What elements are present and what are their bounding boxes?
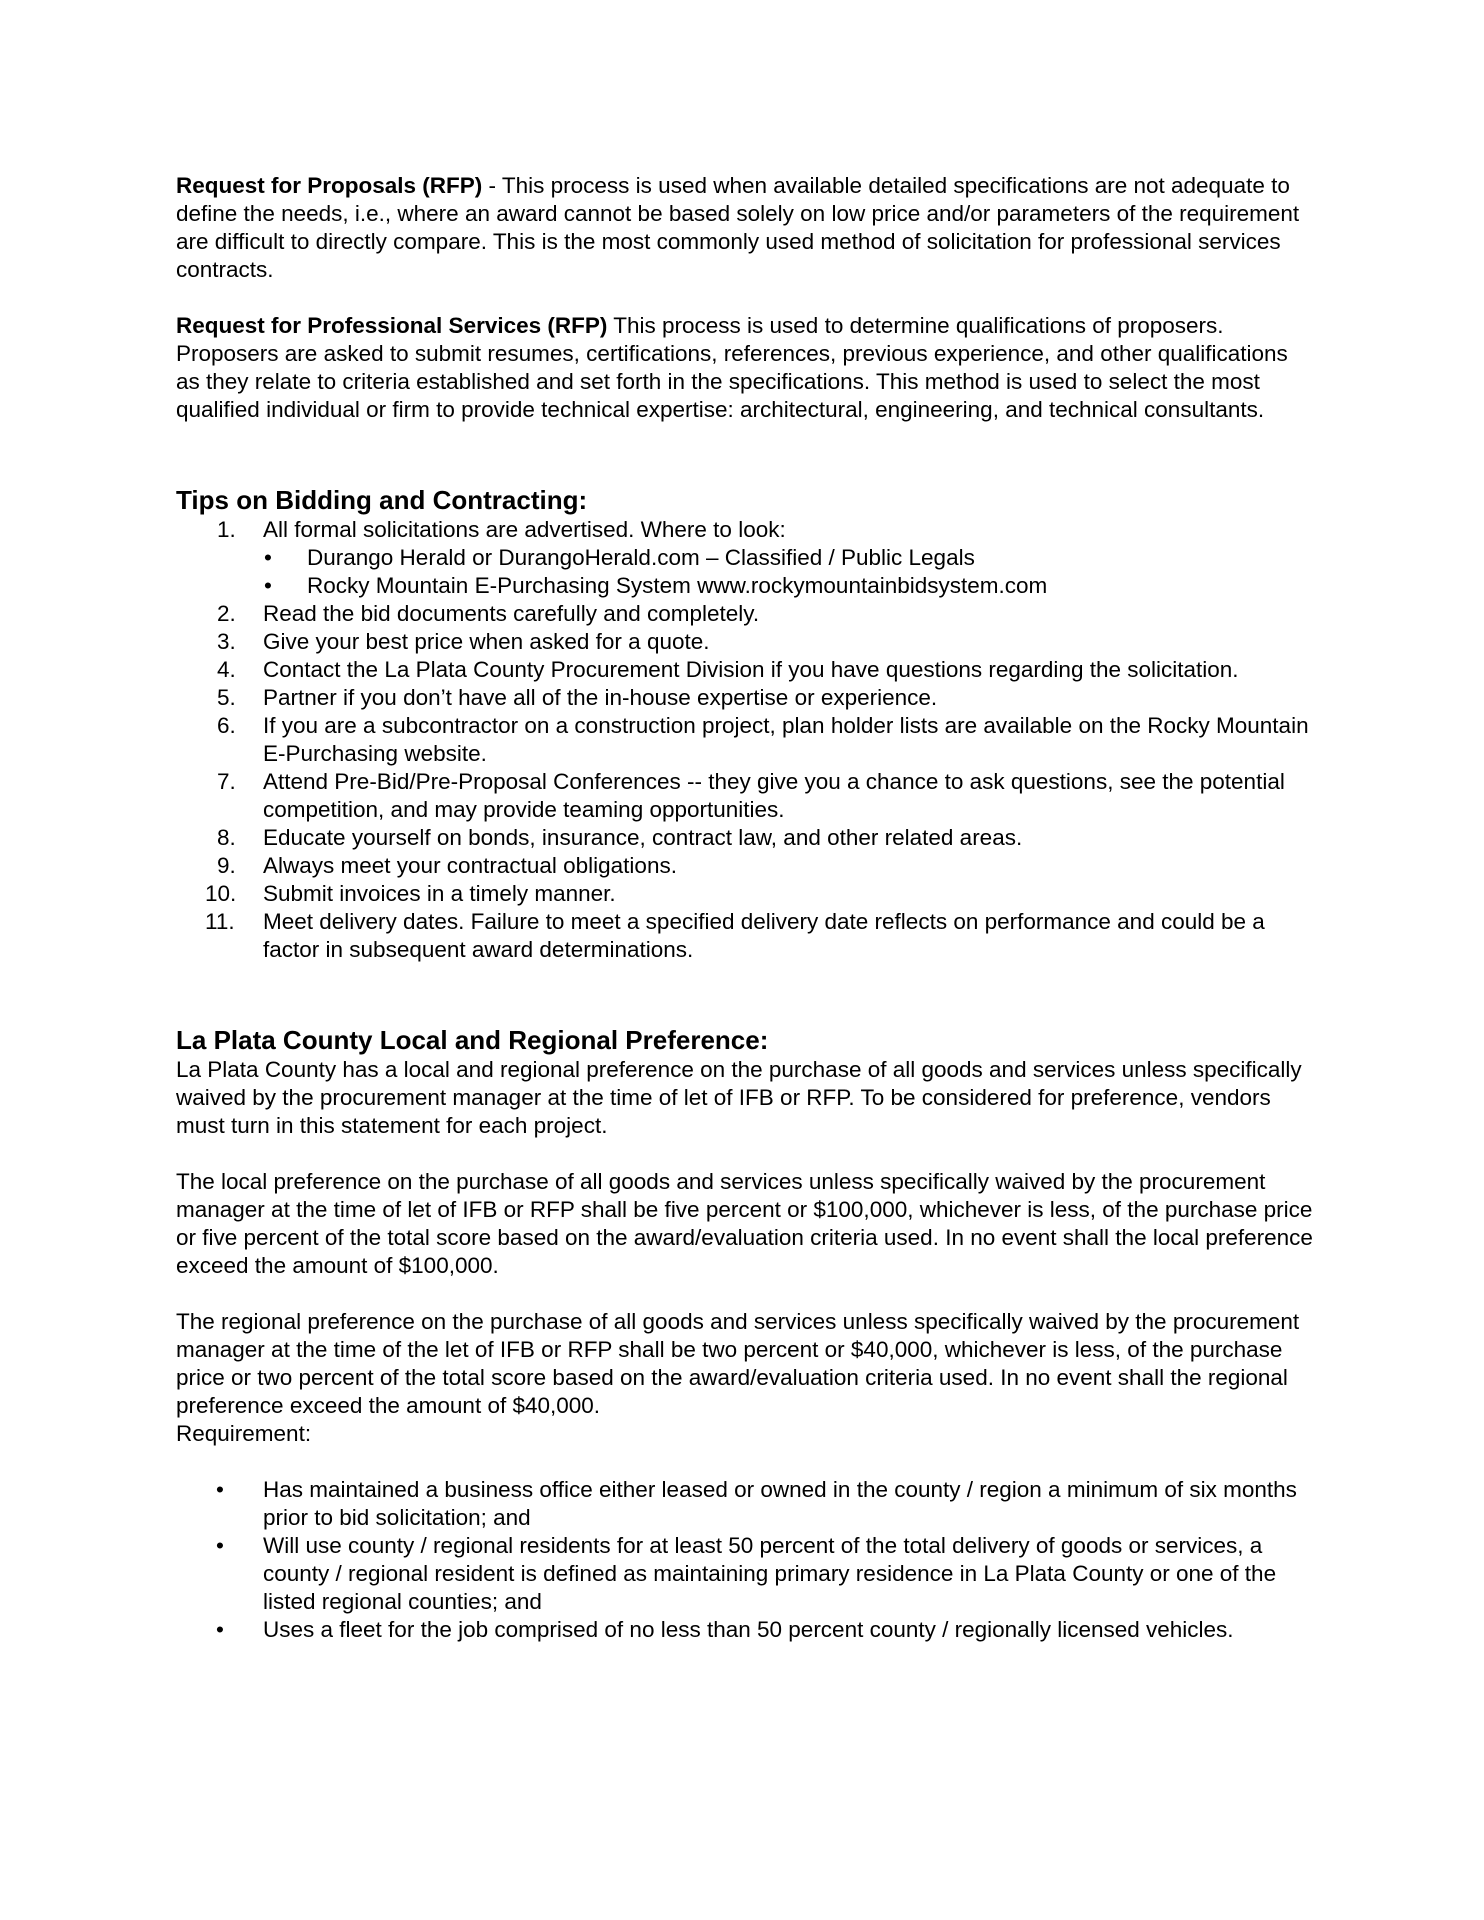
item-text: Uses a fleet for the job comprised of no less than 50 percent county / regionally licensed vehicles.	[263, 1617, 1234, 1642]
regional-preference-paragraph: The regional preference on the purchase of all goods and services unless specifically waived by the procurement manager at the time of the let of IFB or RFP shall be two percent or $40,000, whichever is less, of the purchase price or two percent of the total score based on the award/evaluation criteria used. In no event shall the regional preference exceed the amount of $40,000.	[176, 1309, 1300, 1418]
list-item	[176, 544, 1316, 572]
bullet-icon: •	[216, 1617, 224, 1642]
item-number: 11.	[205, 909, 235, 934]
list-item	[176, 712, 1316, 768]
preference-heading: La Plata County Local and Regional Preference:	[176, 1025, 769, 1055]
list-item	[176, 880, 1316, 908]
list-item	[176, 628, 1316, 656]
requirement-label: Requirement:	[176, 1421, 312, 1446]
item-text: Educate yourself on bonds, insurance, contract law, and other related areas.	[263, 825, 1023, 850]
list-item	[176, 600, 1316, 628]
bullet-icon: •	[216, 1477, 224, 1502]
list-item	[176, 1476, 1316, 1532]
item-text: Submit invoices in a timely manner.	[263, 881, 616, 906]
requirements-list	[176, 1476, 1316, 1644]
item-number: 7.	[217, 769, 236, 794]
item-number: 3.	[217, 629, 236, 654]
item-text: All formal solicitations are advertised. Where to look:	[263, 517, 786, 542]
item-number: 6.	[217, 713, 236, 738]
rfps-title: Request for Professional Services (RFP)	[176, 313, 608, 338]
where-to-look-list	[263, 544, 1316, 600]
local-preference-paragraph: The local preference on the purchase of all goods and services unless specifically waived by the procurement manager at the time of let of IFB or RFP shall be five percent or $100,000, whichever is less, of the purchase price or five percent of the total score based on the award/evaluation criteria used. In no event shall the local preference exceed the amount of $100,000.	[176, 1169, 1313, 1278]
item-text: Attend Pre-Bid/Pre-Proposal Conferences -- they give you a chance to ask questions, see the potential competition, and may provide teaming opportunities.	[263, 769, 1285, 822]
list-item	[176, 908, 1316, 964]
list-item	[176, 684, 1316, 712]
list-item	[176, 852, 1316, 880]
item-number: 10.	[205, 881, 237, 906]
list-item	[176, 768, 1316, 824]
bullet-icon: •	[264, 573, 272, 598]
rfp-title: Request for Proposals (RFP)	[176, 173, 483, 198]
rfp-paragraph	[176, 172, 1316, 284]
item-text: If you are a subcontractor on a construction project, plan holder lists are available on the Rocky Mountain E-Purchasing website.	[263, 713, 1309, 766]
item-number: 4.	[217, 657, 236, 682]
item-number: 1.	[217, 517, 236, 542]
list-item	[176, 516, 1316, 600]
item-number: 8.	[217, 825, 236, 850]
bullet-icon: •	[216, 1533, 224, 1558]
item-text: Durango Herald or DurangoHerald.com – Classified / Public Legals	[307, 545, 975, 570]
bullet-icon: •	[264, 545, 272, 570]
rfps-paragraph	[176, 312, 1316, 424]
item-text: Has maintained a business office either leased or owned in the county / region a minimum of six months prior to bid solicitation; and	[263, 1477, 1297, 1530]
item-number: 5.	[217, 685, 236, 710]
list-item	[176, 572, 1316, 600]
rfps-text: This process is used to determine qualifications of proposers. Proposers are asked to submit resumes, certifications, references, previous experience, and other qualifications as they relate to criteria established and set forth in the specifications. This method is used to select the most qualified individual or firm to provide technical expertise: architectural, engineering, and technical consultants.	[176, 313, 1288, 422]
item-text: Contact the La Plata County Procurement Division if you have questions regarding the solicitation.	[263, 657, 1239, 682]
item-text: Read the bid documents carefully and completely.	[263, 601, 760, 626]
rfp-text: - This process is used when available detailed specifications are not adequate to define the needs, i.e., where an award cannot be based solely on low price and/or parameters of the requirement are difficult to directly compare. This is the most commonly used method of solicitation for professional services contracts.	[176, 173, 1300, 282]
item-text: Will use county / regional residents for at least 50 percent of the total delivery of goods or services, a county / regional resident is defined as maintaining primary residence in La Plata County or one of the listed regional counties; and	[263, 1533, 1277, 1614]
list-item	[176, 824, 1316, 852]
item-text: Meet delivery dates. Failure to meet a specified delivery date reflects on performance and could be a factor in subsequent award determinations.	[263, 909, 1265, 962]
item-text: Always meet your contractual obligations.	[263, 853, 677, 878]
document-page	[176, 172, 1316, 1644]
item-number: 9.	[217, 853, 236, 878]
tips-list	[176, 516, 1316, 964]
item-text: Give your best price when asked for a quote.	[263, 629, 710, 654]
item-text: Partner if you don’t have all of the in-house expertise or experience.	[263, 685, 938, 710]
tips-heading: Tips on Bidding and Contracting:	[176, 485, 588, 515]
preference-intro: La Plata County has a local and regional preference on the purchase of all goods and services unless specifically waived by the procurement manager at the time of let of IFB or RFP. To be considered for preference, vendors must turn in this statement for each project.	[176, 1057, 1302, 1138]
list-item	[176, 656, 1316, 684]
item-text: Rocky Mountain E-Purchasing System www.rockymountainbidsystem.com	[307, 573, 1048, 598]
item-number: 2.	[217, 601, 236, 626]
list-item	[176, 1616, 1316, 1644]
list-item	[176, 1532, 1316, 1616]
